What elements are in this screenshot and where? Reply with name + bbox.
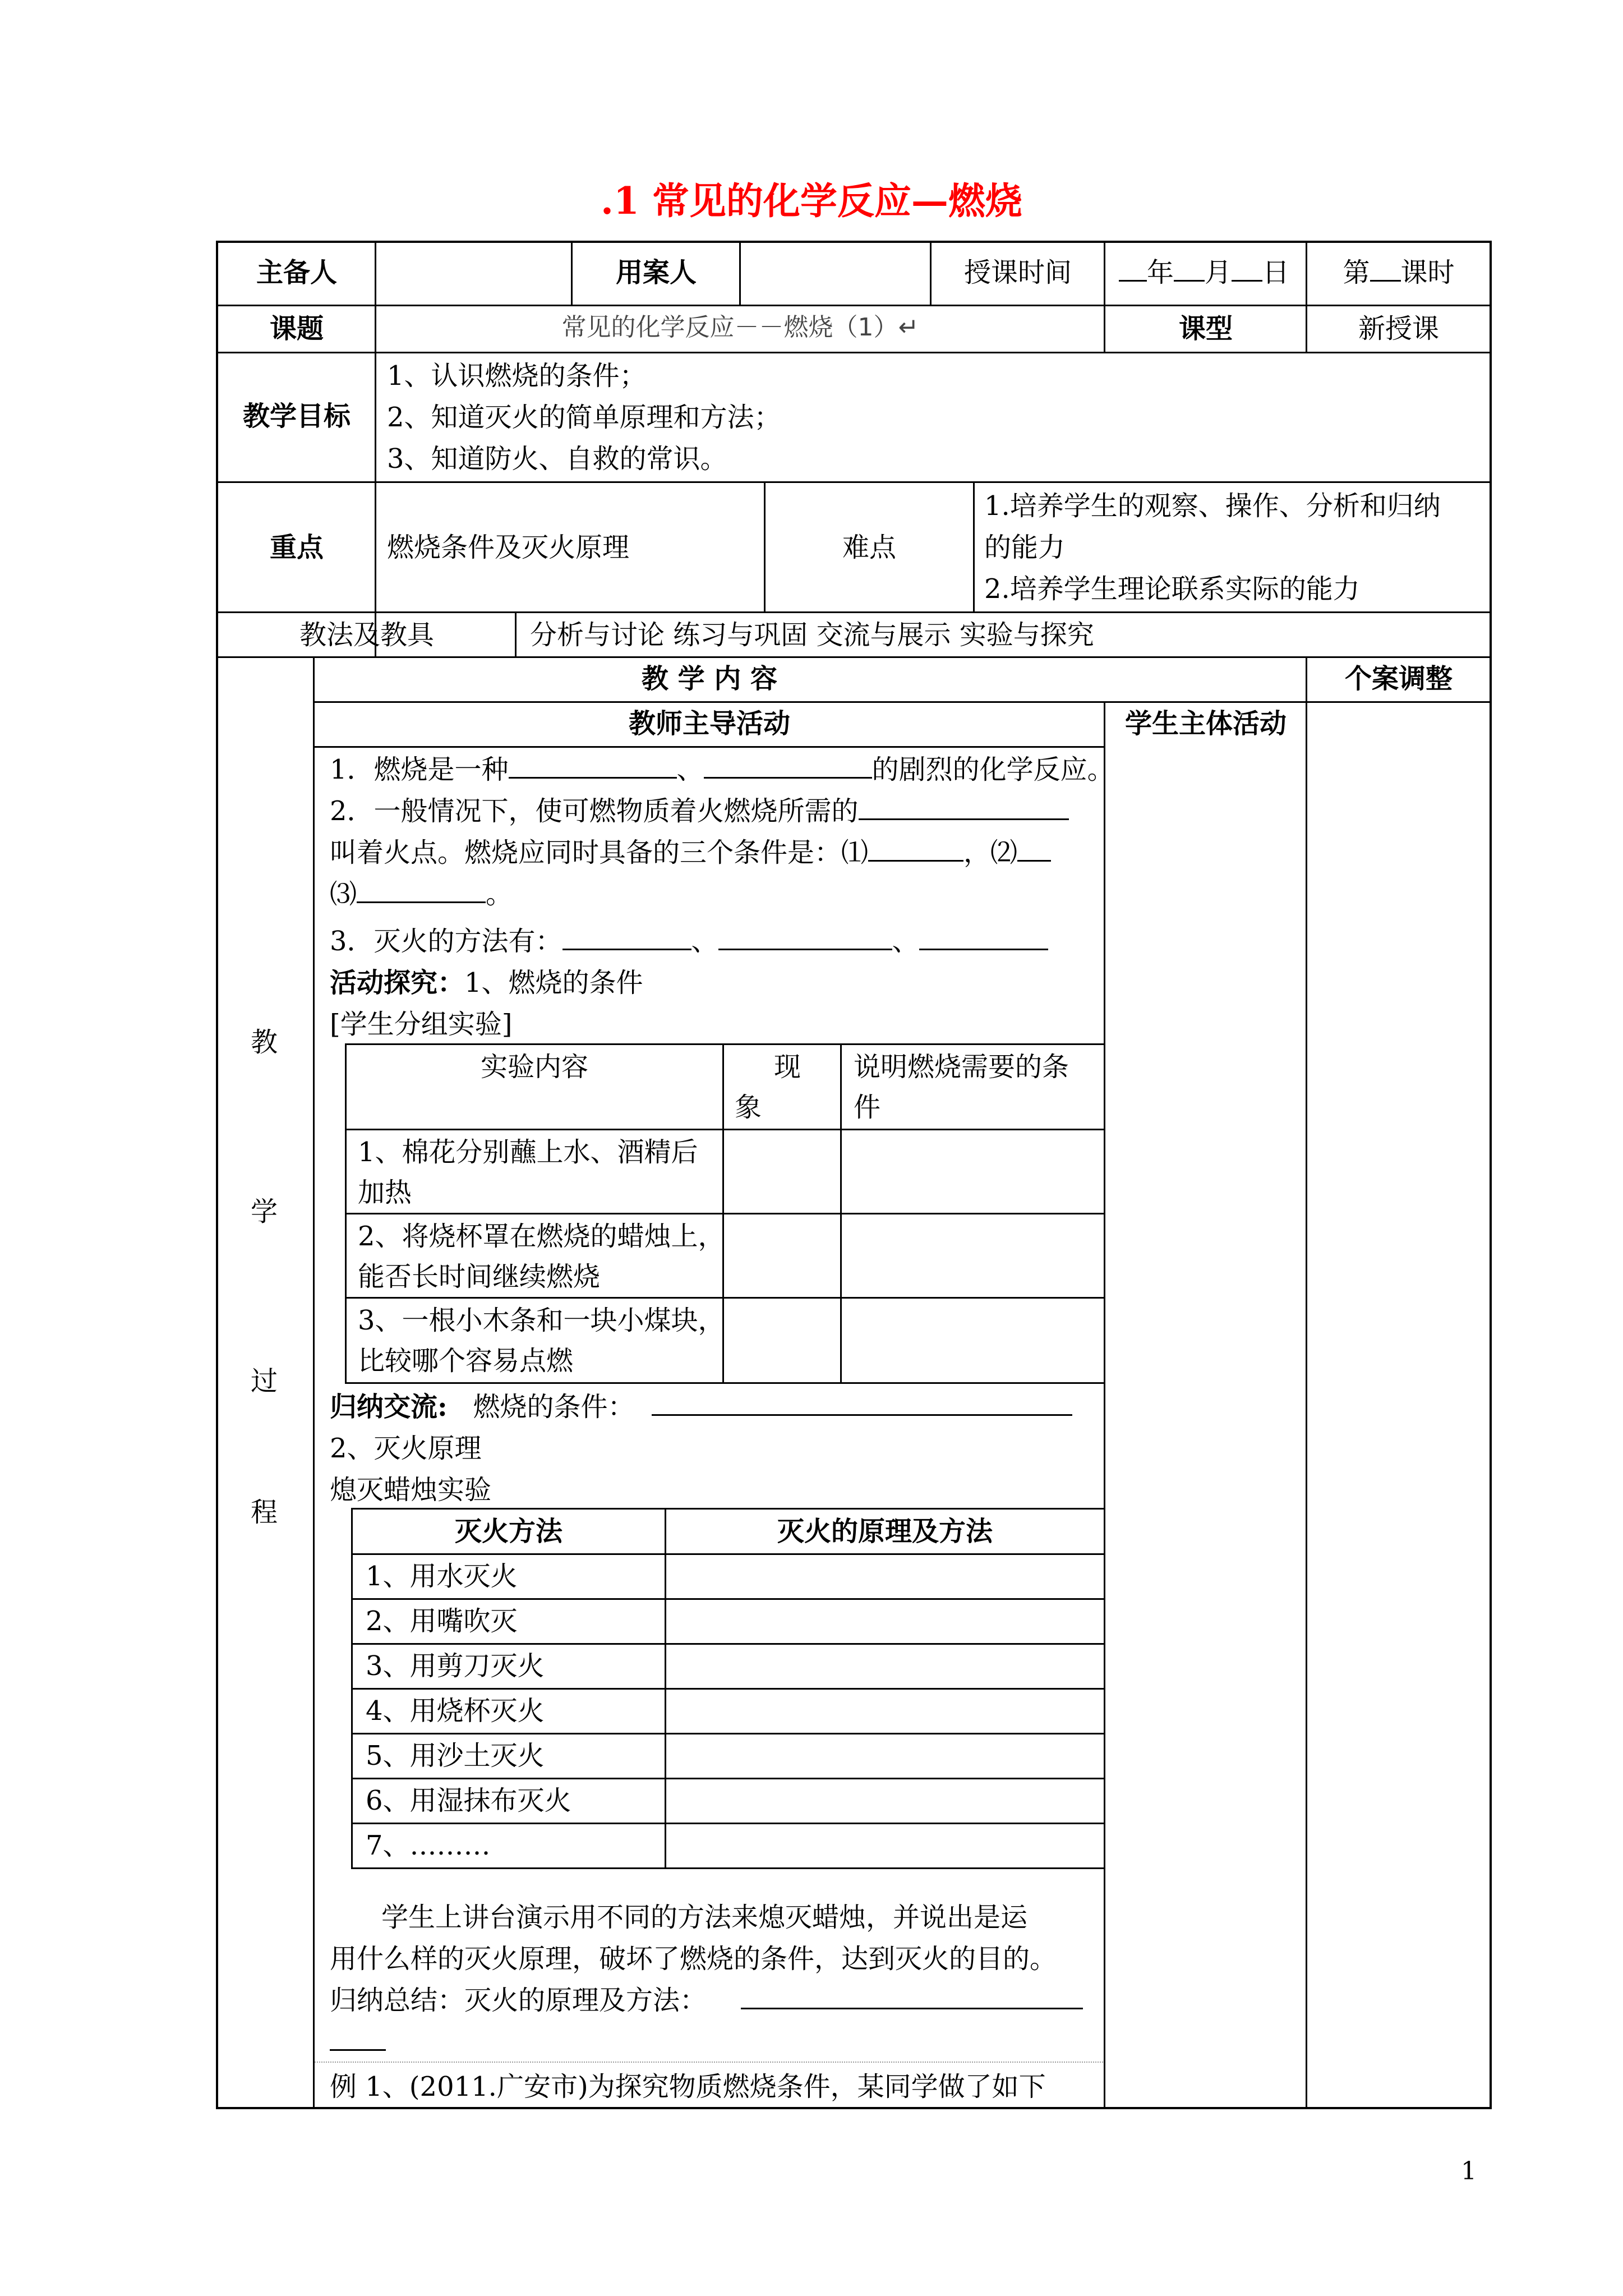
candle-experiment: 熄灭蜡烛实验 (330, 1474, 492, 1506)
exp-row-1: 1、棉花分别蘸上水、酒精后 (358, 1137, 698, 1168)
user-label: 用案人 (615, 257, 697, 288)
demo-paragraph: 学生上讲台演示用不同的方法来熄灭蜡烛，并说出是运 (381, 1902, 1028, 1933)
exp-header-phenomenon: 象 (735, 1092, 762, 1123)
page-title: .1 常见的化学反应—燃烧 (601, 179, 1022, 223)
fire-row: 6、用湿抹布灭火 (366, 1785, 571, 1816)
key-points-value: 燃烧条件及灭火原理 (387, 532, 630, 563)
lesson-type-label: 课型 (1178, 313, 1233, 344)
objective-item: 1、认识燃烧的条件； (387, 360, 647, 392)
lesson-type-value: 新授课 (1358, 313, 1439, 344)
exp-row-3: 3、一根小木条和一块小煤块， (358, 1305, 725, 1336)
demo-paragraph: 用什么样的灭火原理，破坏了燃烧的条件，达到灭火的目的。 (330, 1943, 1057, 1975)
process-side-label: 学 (251, 1196, 278, 1227)
exp-header-condition: 说明燃烧需要的条 (854, 1051, 1069, 1083)
exp-row-3: 比较哪个容易点燃 (358, 1345, 574, 1377)
topic-label: 课题 (269, 313, 324, 344)
process-side-label: 教 (251, 1027, 278, 1058)
page-number: 1 (1461, 2157, 1477, 2185)
fire-row: 1、用水灭火 (366, 1561, 518, 1592)
example-1: 例 1、(2011.广安市)为探究物质燃烧条件，某同学做了如下 (330, 2071, 1046, 2102)
question-3: 3．灭火的方法有： 、 、 (330, 921, 1048, 961)
question-2-cont: ⑶ 。 (330, 874, 513, 914)
fire-header-method: 灭火方法 (454, 1516, 562, 1547)
objective-item: 3、知道防火、自救的常识。 (387, 443, 727, 475)
difficulty-item: 2.培养学生理论联系实际的能力 (984, 573, 1360, 605)
summary: 归纳交流: 燃烧的条件： (330, 1387, 1072, 1427)
question-2: 2．一般情况下，使可燃物质着火燃烧所需的 (330, 791, 1069, 831)
key-points-label: 重点 (269, 532, 324, 563)
exp-row-2: 能否长时间继续燃烧 (358, 1261, 601, 1292)
fire-row: 3、用剪刀灭火 (366, 1650, 545, 1682)
teacher-header: 教师主导活动 (628, 708, 790, 739)
topic-value: 常见的化学反应－－燃烧（1）↵ (561, 313, 919, 342)
process-side-label: 过 (251, 1365, 278, 1397)
difficulty-item: 1.培养学生的观察、操作、分析和归纳 (984, 490, 1441, 522)
question-2-cont: 叫着火点。燃烧应同时具备的三个条件是：⑴ ，⑵ (330, 832, 1051, 873)
fire-header-principle: 灭火的原理及方法 (777, 1516, 993, 1547)
fire-row: 4、用烧杯灭火 (366, 1695, 545, 1727)
conclusion-blank (330, 2022, 386, 2062)
exp-row-1: 加热 (358, 1177, 412, 1208)
exp-row-2: 2、将烧杯罩在燃烧的蜡烛上， (358, 1221, 725, 1252)
process-side-label: 程 (251, 1497, 278, 1528)
fire-row: 2、用嘴吹灭 (366, 1605, 518, 1637)
methods-value: 分析与讨论 练习与巩固 交流与展示 实验与探究 (530, 619, 1094, 651)
lesson-period[interactable]: 第 课时 (1307, 252, 1490, 293)
conclusion: 归纳总结：灭火的原理及方法： (330, 1980, 1083, 2021)
objectives-label: 教学目标 (242, 401, 351, 432)
section-2-title: 2、灭火原理 (330, 1433, 482, 1464)
difficulty-label: 难点 (842, 532, 896, 563)
fire-row: 7、……… (366, 1830, 491, 1861)
group-experiment: [学生分组实验] (330, 1009, 513, 1040)
activity: 活动探究：1、燃烧的条件 (330, 967, 643, 999)
preparer-label: 主备人 (256, 257, 337, 288)
content-header: 教 学 内 容 (641, 663, 778, 694)
difficulty-item: 的能力 (984, 532, 1066, 563)
exp-header-content: 实验内容 (480, 1051, 588, 1083)
exp-header-phenomenon: 现 (774, 1051, 801, 1083)
adjust-header: 个案调整 (1344, 663, 1453, 694)
fire-row: 5、用沙土灭火 (366, 1740, 545, 1772)
objective-item: 2、知道灭火的简单原理和方法； (387, 402, 781, 433)
question-1: 1．燃烧是一种 、 的剧烈的化学反应。 (330, 749, 1114, 790)
student-header: 学生主体活动 (1124, 708, 1287, 739)
exp-header-condition: 件 (854, 1092, 881, 1123)
time-label: 授课时间 (963, 257, 1072, 288)
methods-label: 教法及教具 (299, 619, 434, 651)
lesson-date[interactable]: 年 月 日 (1119, 252, 1289, 293)
